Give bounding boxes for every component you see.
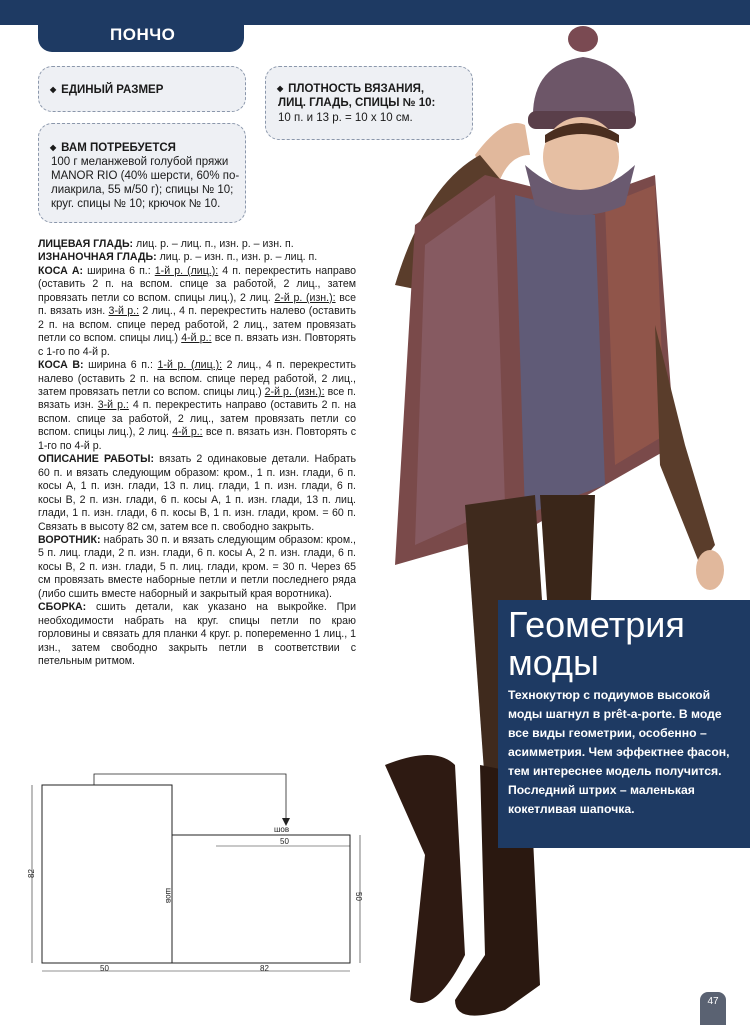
materials-line: круг. спицы № 10; крючок № 10.: [51, 198, 221, 210]
assembly-text: сшить детали, как указано на выкройке. При необходимости набрать на круг. спицы петли по краю горловины и связать для планки 4 круг. р. попеременно 1 лиц., 1 изн., затем свободно закрыть петли в соответствии с петельным ритмом.: [38, 601, 356, 668]
work-description-label: ОПИСАНИЕ РАБОТЫ:: [38, 453, 154, 466]
work-description-para: [38, 453, 356, 534]
cable-b-para: [38, 359, 356, 453]
row-label: 4-й р.:: [172, 426, 203, 439]
gauge-text: 10 п. и 13 р. = 10 х 10 см.: [278, 112, 413, 124]
seam-label-vertical: шов: [164, 888, 173, 904]
collar-para: [38, 534, 356, 601]
feature-title-line: Геометрия: [508, 604, 685, 645]
pattern-diagram: [20, 760, 370, 1005]
size-heading: ◆ ЕДИНЫЙ РАЗМЕР: [50, 83, 163, 98]
cable-a-text: все п. вязать изн.: [38, 291, 356, 318]
collar-label: ВОРОТНИК:: [38, 533, 101, 546]
size-box: [38, 66, 246, 112]
row-label: 2-й р. (изн.):: [274, 291, 336, 304]
materials-box: [38, 123, 246, 223]
row-label: 3-й р.:: [97, 399, 129, 412]
cable-a-para: [38, 265, 356, 359]
instructions-text: [38, 238, 356, 669]
boot: [385, 755, 465, 1003]
work-description-text: вязать 2 одинаковые детали. Набрать 60 п. и вязать следующим образом: кром., 1 п. изн. глади, 6 п. косы А, 1 п. изн. глади, 13 п. лиц. глади, 1 п. изн. глади, 6 п. косы В, 2 п. изн. глади, 6 п. косы А, 1 п. изн. глади, 13 п. лиц. глади, 1 п. изн. глади, 6 п. косы В, 1 п. изн. глади, кром. = 60 п. Связать в высоту 82 см, затем все п. свободно закрыть.: [38, 453, 356, 533]
materials-line: лиакрила, 55 м/50 г); спицы № 10;: [51, 184, 234, 196]
face-stitch-text: лиц. р. – лиц. п., изн. р. – изн. п.: [133, 238, 294, 250]
poncho-stripes: [415, 195, 505, 545]
section-title: ПОНЧО: [110, 25, 176, 44]
cable-b-text: 2 лиц., 4 п. перекрестить налево (оставить 2 п. на вспом. спице перед работой, 2 лиц., затем провязать петли со вспом. спицы лиц.): [38, 359, 356, 398]
purl-stitch-para: [38, 251, 356, 264]
face-stitch-label: ЛИЦЕВАЯ ГЛАДЬ:: [38, 238, 134, 250]
feature-box: [498, 600, 750, 848]
gauge-heading: ◆ ПЛОТНОСТЬ ВЯЗАНИЯ,: [277, 82, 424, 97]
seam-arrow: [94, 774, 286, 822]
dim-82-bottom: 82: [260, 964, 269, 973]
feature-body: Технокутюр с подиумов высокой моды шагнул в prêt-a-porte. В моде все виды геометрии, особенно – асимметрия. Чем эффектнее фасон, тем интереснее модель получится. Последний штрих – маленькая кокетливая шапочка.: [508, 688, 730, 816]
row-label: 3-й р.:: [108, 305, 140, 318]
face-stitch-para: [38, 238, 356, 251]
cable-a-label: КОСА А:: [38, 264, 83, 277]
row-label: 2-й р. (изн.):: [264, 385, 325, 398]
cable-b-text: ширина 6 п.:: [83, 359, 158, 372]
hand: [696, 550, 724, 590]
row-label: 4-й р.:: [181, 332, 212, 345]
dim-50-top: 50: [280, 837, 289, 846]
assembly-para: [38, 601, 356, 668]
cable-b-label: КОСА В:: [38, 359, 84, 372]
hat-pompom: [568, 26, 598, 52]
materials-line: 100 г меланжевой голубой пряжи: [51, 156, 229, 168]
dim-50-right: 50: [354, 892, 363, 901]
pattern-piece-left: [42, 785, 172, 963]
section-tab: [38, 22, 244, 52]
collar-text: набрать 30 п. и вязать следующим образом: кром., 5 п. лиц. глади, 2 п. изн. глади, 6 п. косы А, 2 п. изн. глади, 6 п. косы В, 2 п. изн. глади, 5 п. лиц. глади, кром. = 30 п. Через 65 см провязать вместе наборные петли и петли последнего ряда (либо сшить вместе наборный и закрытый края воротника).: [38, 533, 356, 600]
purl-stitch-text: лиц. р. – изн. п., изн. р. – лиц. п.: [156, 251, 318, 264]
cable-a-text: ширина 6 п.:: [83, 264, 155, 277]
cable-b-text: все п. вязать изн.: [38, 385, 356, 412]
materials-line: MANOR RIO (40% шерсти, 60% по-: [51, 170, 240, 182]
cable-b-text: все п. вязать изн. Повторять с 1-го по 4-й р.: [38, 426, 356, 452]
gauge-heading-2: ЛИЦ. ГЛАДЬ, СПИЦЫ № 10:: [278, 97, 436, 109]
materials-text: [51, 155, 241, 211]
cable-a-text: все п. вязать изн. Повторять с 1-го по 4-й р.: [38, 332, 356, 358]
dim-50-bottom: 50: [100, 964, 109, 973]
poncho-stripes: [605, 185, 665, 465]
materials-heading: ◆ ВАМ ПОТРЕБУЕТСЯ: [50, 141, 176, 156]
purl-stitch-label: ИЗНАНОЧНАЯ ГЛАДЬ:: [38, 251, 157, 264]
cable-a-text: 2 лиц., 4 п. перекрестить налево (оставить 2 п. на вспом. спице перед работой, 2 лиц., затем провязать петли со вспом. спицы лиц.): [38, 305, 356, 345]
feature-title: [508, 606, 685, 682]
jacket-arm: [655, 325, 715, 565]
model-photo: [355, 25, 750, 1025]
pattern-piece-right: [172, 835, 350, 963]
poncho-stripes: [515, 195, 605, 515]
cable-b-text: 4 п. перекрестить направо (оставить 2 п. на вспом. спице за работой, 2 лиц., затем провязать петли со вспом. спицы лиц.), 2 лиц.: [38, 399, 356, 439]
assembly-label: СБОРКА:: [38, 601, 87, 614]
seam-label-top: шов: [274, 825, 290, 834]
row-label: 1-й р. (лиц.):: [157, 359, 223, 372]
page-number: 47: [700, 992, 726, 1025]
dim-82-left: 82: [27, 869, 36, 878]
feature-title-line: моды: [508, 642, 599, 683]
row-label: 1-й р. (лиц.):: [154, 264, 219, 277]
cable-a-text: 4 п. перекрестить направо (оставить 2 п. на вспом. спице за работой, 2 лиц., затем провязать петли со вспом. спицы лиц.), 2 лиц.: [38, 264, 357, 304]
